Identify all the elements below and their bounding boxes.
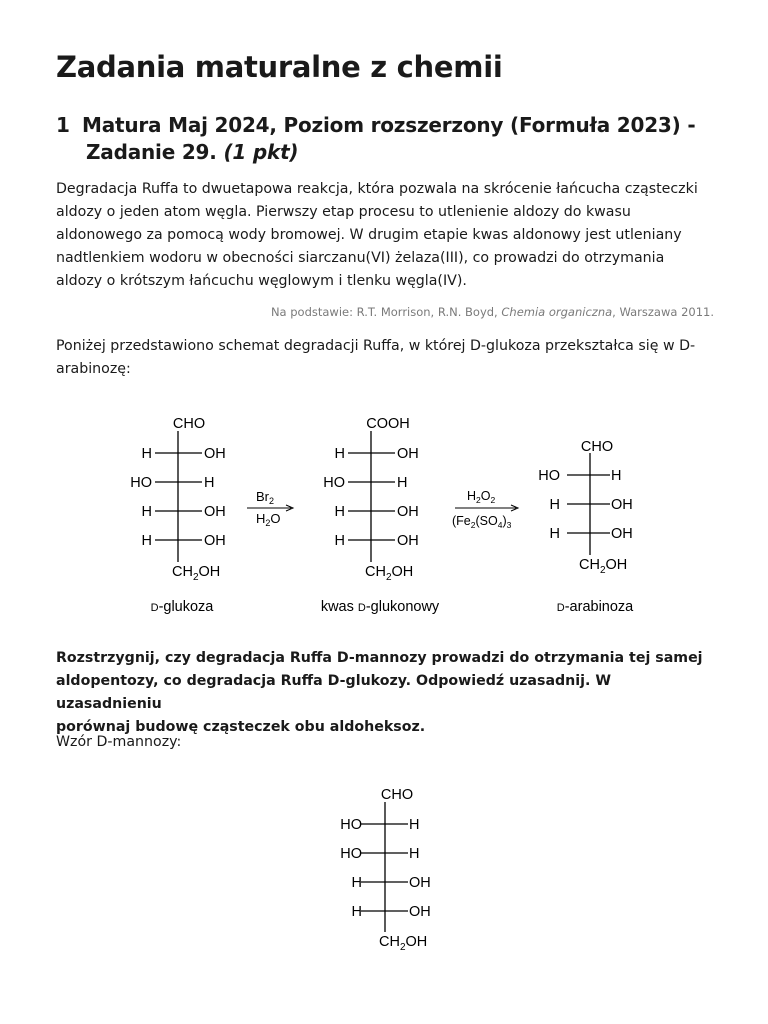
source-book: Chemia organiczna (501, 305, 613, 319)
arabinose-left-group: H (549, 497, 560, 513)
glucose-right-group: H (204, 475, 215, 491)
arabinose-top-group: CHO (580, 439, 614, 455)
arabinose-fischer-projection (538, 439, 634, 615)
page-title: Zadania maturalne z chemii (56, 50, 503, 84)
reagent-bromine: $Br_2$ (256, 489, 275, 506)
mannose-right-group: H (409, 846, 420, 862)
intro-paragraph (56, 178, 716, 293)
ruff-degradation-scheme (0, 400, 768, 630)
question-line: Rozstrzygnij, czy degradacja Ruffa D-mannozy prowadzi do otrzymania tej samej (56, 650, 703, 666)
mannose-right-group: OH (409, 904, 431, 920)
gluconic-right-group: OH (397, 504, 419, 520)
gluconic-left-group: H (334, 504, 345, 520)
mannose-fischer-projection (0, 780, 768, 960)
arabinose-bottom-group: $CH_2OH$ (579, 557, 628, 576)
mannose-left-group: H (351, 904, 362, 920)
mannose-top-group: CHO (380, 787, 414, 803)
gluconic-fischer-projection (321, 416, 440, 615)
arabinose-right-group: H (611, 468, 622, 484)
task-heading (56, 112, 746, 166)
glucose-top-group: CHO (172, 416, 206, 432)
glucose-fischer-projection (130, 416, 226, 615)
glucose-label: D-glukoza (150, 599, 214, 615)
intro-line: aldozy o krótszym łańcuchu węglowym i tlenku węgla(IV). (56, 273, 467, 289)
gluconic-right-group: OH (397, 446, 419, 462)
glucose-left-group: H (141, 446, 152, 462)
question-line: aldopentozy, co degradacja Ruffa D-glukozy. Odpowiedź uzasadnij. W uzasadnieniu (56, 673, 611, 712)
arabinose-right-group: OH (611, 497, 633, 513)
reagent-water: $H_2O$ (256, 511, 281, 528)
scheme-intro-line: Poniżej przedstawiono schemat degradacji Ruffa, w której D-glukoza przekształca się w D- (56, 338, 696, 354)
source-citation (271, 305, 714, 319)
task-title: Matura Maj 2024, Poziom rozszerzony (Formuła 2023) - Zadanie 29. (82, 113, 696, 164)
source-prefix: Na podstawie: R.T. Morrison, R.N. Boyd, (270, 305, 502, 319)
reagent-hydrogen-peroxide: $H_2O_2$ (467, 489, 496, 505)
glucose-right-group: OH (204, 446, 226, 462)
reagent-iron-sulfate: ($Fe_2(SO_4)_3$ (452, 514, 512, 530)
glucose-right-group: OH (204, 533, 226, 549)
mannose-left-group: HO (340, 846, 362, 862)
mannose-right-group: H (409, 817, 420, 833)
intro-line: aldozy o jeden atom węgla. Pierwszy etap procesu to utlenienie aldozy do kwasu (56, 204, 631, 220)
task-number: 1 (56, 113, 70, 137)
mannose-left-group: H (351, 875, 362, 891)
gluconic-left-group: H (334, 446, 345, 462)
gluconic-right-group: H (397, 475, 408, 491)
mannose-label: Wzór D-mannozy: (56, 734, 182, 750)
question-line: porównaj budowę cząsteczek obu aldoheksoz. (56, 719, 426, 735)
glucose-left-group: H (141, 504, 152, 520)
gluconic-label: kwas D-glukonowy (320, 599, 440, 615)
glucose-left-group: HO (130, 475, 152, 491)
glucose-left-group: H (141, 533, 152, 549)
reaction-arrow-2 (452, 489, 518, 530)
arabinose-label: D-arabinoza (556, 599, 634, 615)
mannose-right-group: OH (409, 875, 431, 891)
gluconic-left-group: H (334, 533, 345, 549)
arabinose-left-group: HO (538, 468, 560, 484)
mannose-left-group: HO (340, 817, 362, 833)
gluconic-right-group: OH (397, 533, 419, 549)
glucose-bottom-group: $CH_2OH$ (172, 564, 221, 583)
glucose-right-group: OH (204, 504, 226, 520)
question-paragraph (56, 647, 716, 739)
intro-line: nadtlenkiem wodoru w obecności siarczanu(VI) żelaza(III), co prowadzi do otrzymania (56, 250, 665, 266)
intro-line: Degradacja Ruffa to dwuetapowa reakcja, która pozwala na skrócenie łańcucha cząsteczki (56, 181, 698, 197)
intro-line: aldonowego za pomocą wody bromowej. W drugim etapie kwas aldonowy jest utleniany (56, 227, 682, 243)
reaction-arrow-1 (247, 489, 293, 528)
gluconic-top-group: COOH (366, 416, 410, 432)
scheme-intro (56, 335, 716, 381)
mannose-bottom-group: $CH_2OH$ (379, 934, 428, 953)
source-suffix: , Warszawa 2011. (612, 305, 714, 319)
arabinose-right-group: OH (611, 526, 633, 542)
gluconic-bottom-group: $CH_2OH$ (365, 564, 414, 583)
scheme-intro-line: arabinozę: (56, 361, 131, 377)
task-points: (1 pkt) (223, 140, 299, 164)
arabinose-left-group: H (549, 526, 560, 542)
gluconic-left-group: HO (323, 475, 345, 491)
